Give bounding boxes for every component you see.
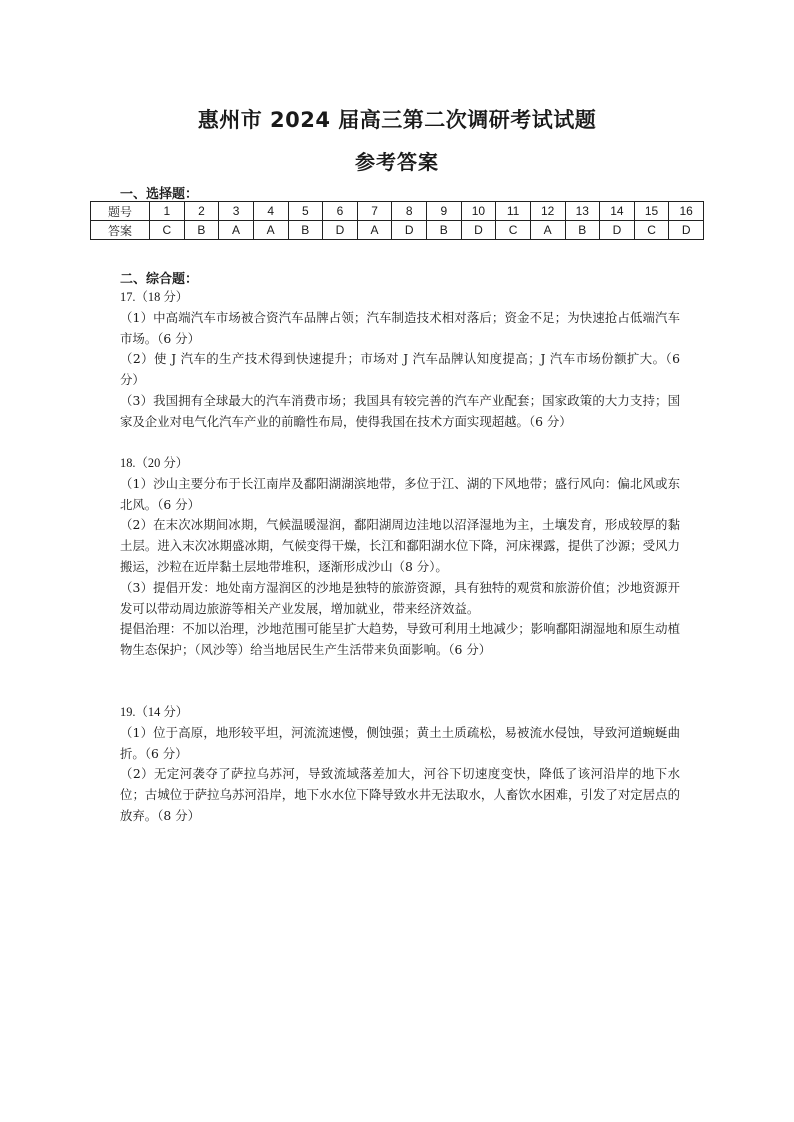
answer-cell: B <box>565 221 600 240</box>
question-18-part-4: 提倡治理：不加以治理，沙地范围可能呈扩大趋势，导致可利用土地减少；影响鄱阳湖湿地和原生动植物生态保护；（风沙等）给当地居民生产生活带来负面影响。（6 分） <box>120 621 680 658</box>
answer-cell: D <box>392 221 427 240</box>
row-label-answer: 答案 <box>91 221 150 240</box>
answer-cell: A <box>253 221 288 240</box>
question-number: 14 <box>600 202 635 221</box>
question-number: 13 <box>565 202 600 221</box>
answer-cell: B <box>184 221 219 240</box>
answer-cell: A <box>357 221 392 240</box>
answer-cell: A <box>219 221 254 240</box>
question-number: 2 <box>184 202 219 221</box>
question-17-part-3: （3）我国拥有全球最大的汽车消费市场；我国具有较完善的汽车产业配套；国家政策的大力支持；国家及企业对电气化汽车产业的前瞻性布局，使得我国在技术方面实现超越。（6 分） <box>120 392 680 429</box>
question-17-block <box>120 287 680 433</box>
question-17-part-2: （2）使 J 汽车的生产技术得到快速提升；市场对 J 汽车品牌认知度提高；J 汽车市场份额扩大。（6 分） <box>120 351 680 388</box>
question-19-block <box>120 702 680 827</box>
answer-cell: D <box>669 221 704 240</box>
answer-table <box>90 201 704 240</box>
answer-cell: D <box>323 221 358 240</box>
question-number: 11 <box>496 202 531 221</box>
answer-cell: B <box>288 221 323 240</box>
question-19-part-2: （2）无定河袭夺了萨拉乌苏河，导致流域落差加大，河谷下切速度变快，降低了该河沿岸的地下水位；古城位于萨拉乌苏河沿岸，地下水水位下降导致水井无法取水，人畜饮水困难，引发了对定居点的放弃。（8 分） <box>120 766 680 823</box>
question-17-part-1: （1）中高端汽车市场被合资汽车品牌占领；汽车制造技术相对落后；资金不足；为快速抢占低端汽车市场。（6 分） <box>120 309 680 346</box>
question-17-heading: 17.（18 分） <box>120 290 189 304</box>
answer-cell: D <box>461 221 496 240</box>
row-label-number: 题号 <box>91 202 150 221</box>
question-number: 12 <box>530 202 565 221</box>
question-number: 1 <box>150 202 185 221</box>
question-19-part-1: （1）位于高原，地形较平坦，河流流速慢，侧蚀强；黄土土质疏松，易被流水侵蚀，导致河道蜿蜒曲折。（6 分） <box>120 724 680 761</box>
question-number: 10 <box>461 202 496 221</box>
answer-cell: C <box>634 221 669 240</box>
answer-cell: D <box>600 221 635 240</box>
question-number: 6 <box>323 202 358 221</box>
answer-row <box>91 221 704 240</box>
question-number: 15 <box>634 202 669 221</box>
question-18-block <box>120 453 680 661</box>
question-number: 3 <box>219 202 254 221</box>
question-18-part-1: （1）沙山主要分布于长江南岸及鄱阳湖湖滨地带，多位于江、湖的下风地带；盛行风向：偏北风或东北风。（6 分） <box>120 475 680 512</box>
document-subtitle: 参考答案 <box>355 150 439 174</box>
question-number-row <box>91 202 704 221</box>
question-number: 4 <box>253 202 288 221</box>
section-comprehensive-heading: 二、综合题： <box>120 272 199 287</box>
question-number: 8 <box>392 202 427 221</box>
document-title: 惠州市 2024 届高三第二次调研考试试题 <box>197 108 597 132</box>
question-19-heading: 19.（14 分） <box>120 705 189 719</box>
answer-cell: B <box>427 221 462 240</box>
answer-cell: C <box>150 221 185 240</box>
question-number: 9 <box>427 202 462 221</box>
question-18-part-2: （2）在末次冰期间冰期，气候温暖湿润，鄱阳湖周边洼地以沼泽湿地为主，土壤发育，形成较厚的黏土层。进入末次冰期盛冰期，气候变得干燥，长江和鄱阳湖水位下降，河床裸露，提供了沙源；受风力搬运，沙粒在近岸黏土层地带堆积，逐渐形成沙山（8 分）。 <box>120 517 680 574</box>
section-multiple-choice-heading: 一、选择题： <box>120 187 199 202</box>
question-number: 7 <box>357 202 392 221</box>
question-18-part-3: （3）提倡开发：地处南方湿润区的沙地是独特的旅游资源，具有独特的观赏和旅游价值；沙地资源开发可以带动周边旅游等相关产业发展，增加就业，带来经济效益。 <box>120 579 680 616</box>
question-18-heading: 18.（20 分） <box>120 456 189 470</box>
question-number: 16 <box>669 202 704 221</box>
question-number: 5 <box>288 202 323 221</box>
answer-cell: A <box>530 221 565 240</box>
answer-cell: C <box>496 221 531 240</box>
